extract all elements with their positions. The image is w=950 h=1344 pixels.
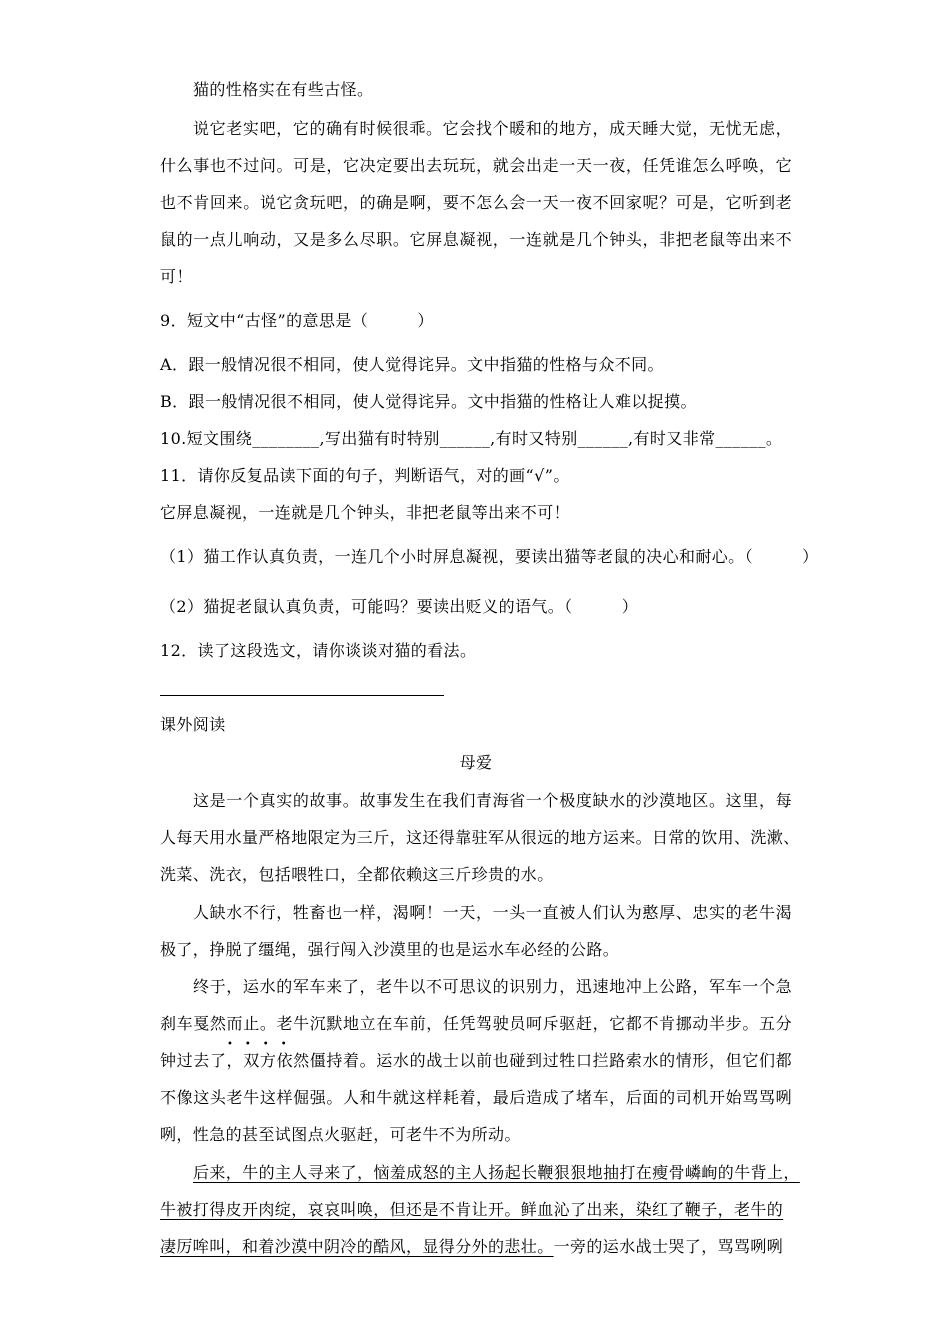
passage2-underlined-line [193,1162,800,1184]
passage2-underlined-line [160,1236,792,1258]
passage2-underlined-line [160,1199,792,1221]
question-11: 11．请你反复品读下面的句子，判断语气，对的画“√”。 [160,466,570,485]
passage1-line: 什么事也不过问。可是，它决定要出去玩玩，就会出走一天一夜，任凭谁怎么呼唤，它 [160,156,792,175]
answer-line [160,695,444,696]
question-11-item-2: （2）猫捉老鼠认真负责，可能吗？要读出贬义的语气。（ ） [160,597,639,616]
underlined-text: 凄厉哞叫，和着沙漠中阴冷的酷风，显得分外的悲壮。 [160,1237,554,1256]
passage2-line: 刹车戛然而止。老牛沉默地立在车前，任凭驾驶员呵斥驱赶，它都不肯挪动半步。五分 [160,1014,792,1033]
question-12: 12．读了这段选文，请你谈谈对猫的看法。 [160,641,477,660]
passage2-line: 人每天用水量严格地限定为三斤，这还得靠驻军从很远的地方运来。日常的饮用、洗漱、 [160,828,800,847]
section-label: 课外阅读 [160,715,226,734]
passage2-line: 这是一个真实的故事。故事发生在我们青海省一个极度缺水的沙漠地区。这里，每 [193,791,792,810]
question-10: 10.短文围绕________,写出猫有时特别______,有时又特别______,有时又非常______。 [160,429,783,448]
passage2-line: 不像这头老牛这样倔强。人和牛就这样耗着，最后造成了堵车，后面的司机开始骂骂咧 [160,1088,792,1107]
passage1-line: 也不肯回来。说它贪玩吧，的确是啊，要不怎么会一天一夜不回家呢？可是，它听到老 [160,193,792,212]
passage2-tail-text: 一旁的运水战士哭了，骂骂咧咧 [553,1237,784,1256]
underlined-text: 后来，牛的主人寻来了，恼羞成怒的主人扬起长鞭狠狠地抽打在瘦骨嶙峋的牛背上， [193,1163,800,1182]
passage2-line: 人缺水不行，牲畜也一样，渴啊！一天，一头一直被人们认为憨厚、忠实的老牛渴 [193,903,792,922]
passage2-title: 母爱 [459,753,493,772]
passage2-line: 咧，性急的甚至试图点火驱赶，可老牛不为所动。 [160,1125,521,1144]
passage2-line: 终于，运水的军车来了，老牛以不可思议的识别力，迅速地冲上公路，军车一个急 [193,977,792,996]
passage1-line: 可！ [160,267,193,286]
question-11-item-1: （1）猫工作认真负责，一连几个小时屏息凝视，要读出猫等老鼠的决心和耐心。（ ） [160,547,819,566]
emphasis-dots: •••• [227,1039,299,1050]
question-9: 9．短文中“古怪”的意思是（ ） [160,311,434,330]
passage2-line: 极了，挣脱了缰绳，强行闯入沙漠里的也是运水车必经的公路。 [160,940,620,959]
question-9-option-a: A．跟一般情况很不相同，使人觉得诧异。文中指猫的性格与众不同。 [160,355,664,374]
passage1-intro: 猫的性格实在有些古怪。 [193,80,374,99]
passage1-line: 说它老实吧，它的确有时候很乖。它会找个暖和的地方，成天睡大觉，无忧无虑， [193,119,792,138]
question-9-option-b: B．跟一般情况很不相同，使人觉得诧异。文中指猫的性格让人难以捉摸。 [160,392,697,411]
passage2-line: 洗菜、洗衣，包括喂牲口，全都依赖这三斤珍贵的水。 [160,865,554,884]
question-11-sentence: 它屏息凝视，一连就是几个钟头，非把老鼠等出来不可！ [160,503,571,522]
underlined-text: 牛被打得皮开肉绽，哀哀叫唤，但还是不肯让开。鲜血沁了出来，染红了鞭子，老牛的 [160,1200,784,1219]
passage1-line: 鼠的一点儿响动，又是多么尽职。它屏息凝视，一连就是几个钟头，非把老鼠等出来不 [160,230,792,249]
passage2-line: 钟过去了，双方依然僵持着。运水的战士以前也碰到过牲口拦路索水的情形，但它们都 [160,1051,792,1070]
